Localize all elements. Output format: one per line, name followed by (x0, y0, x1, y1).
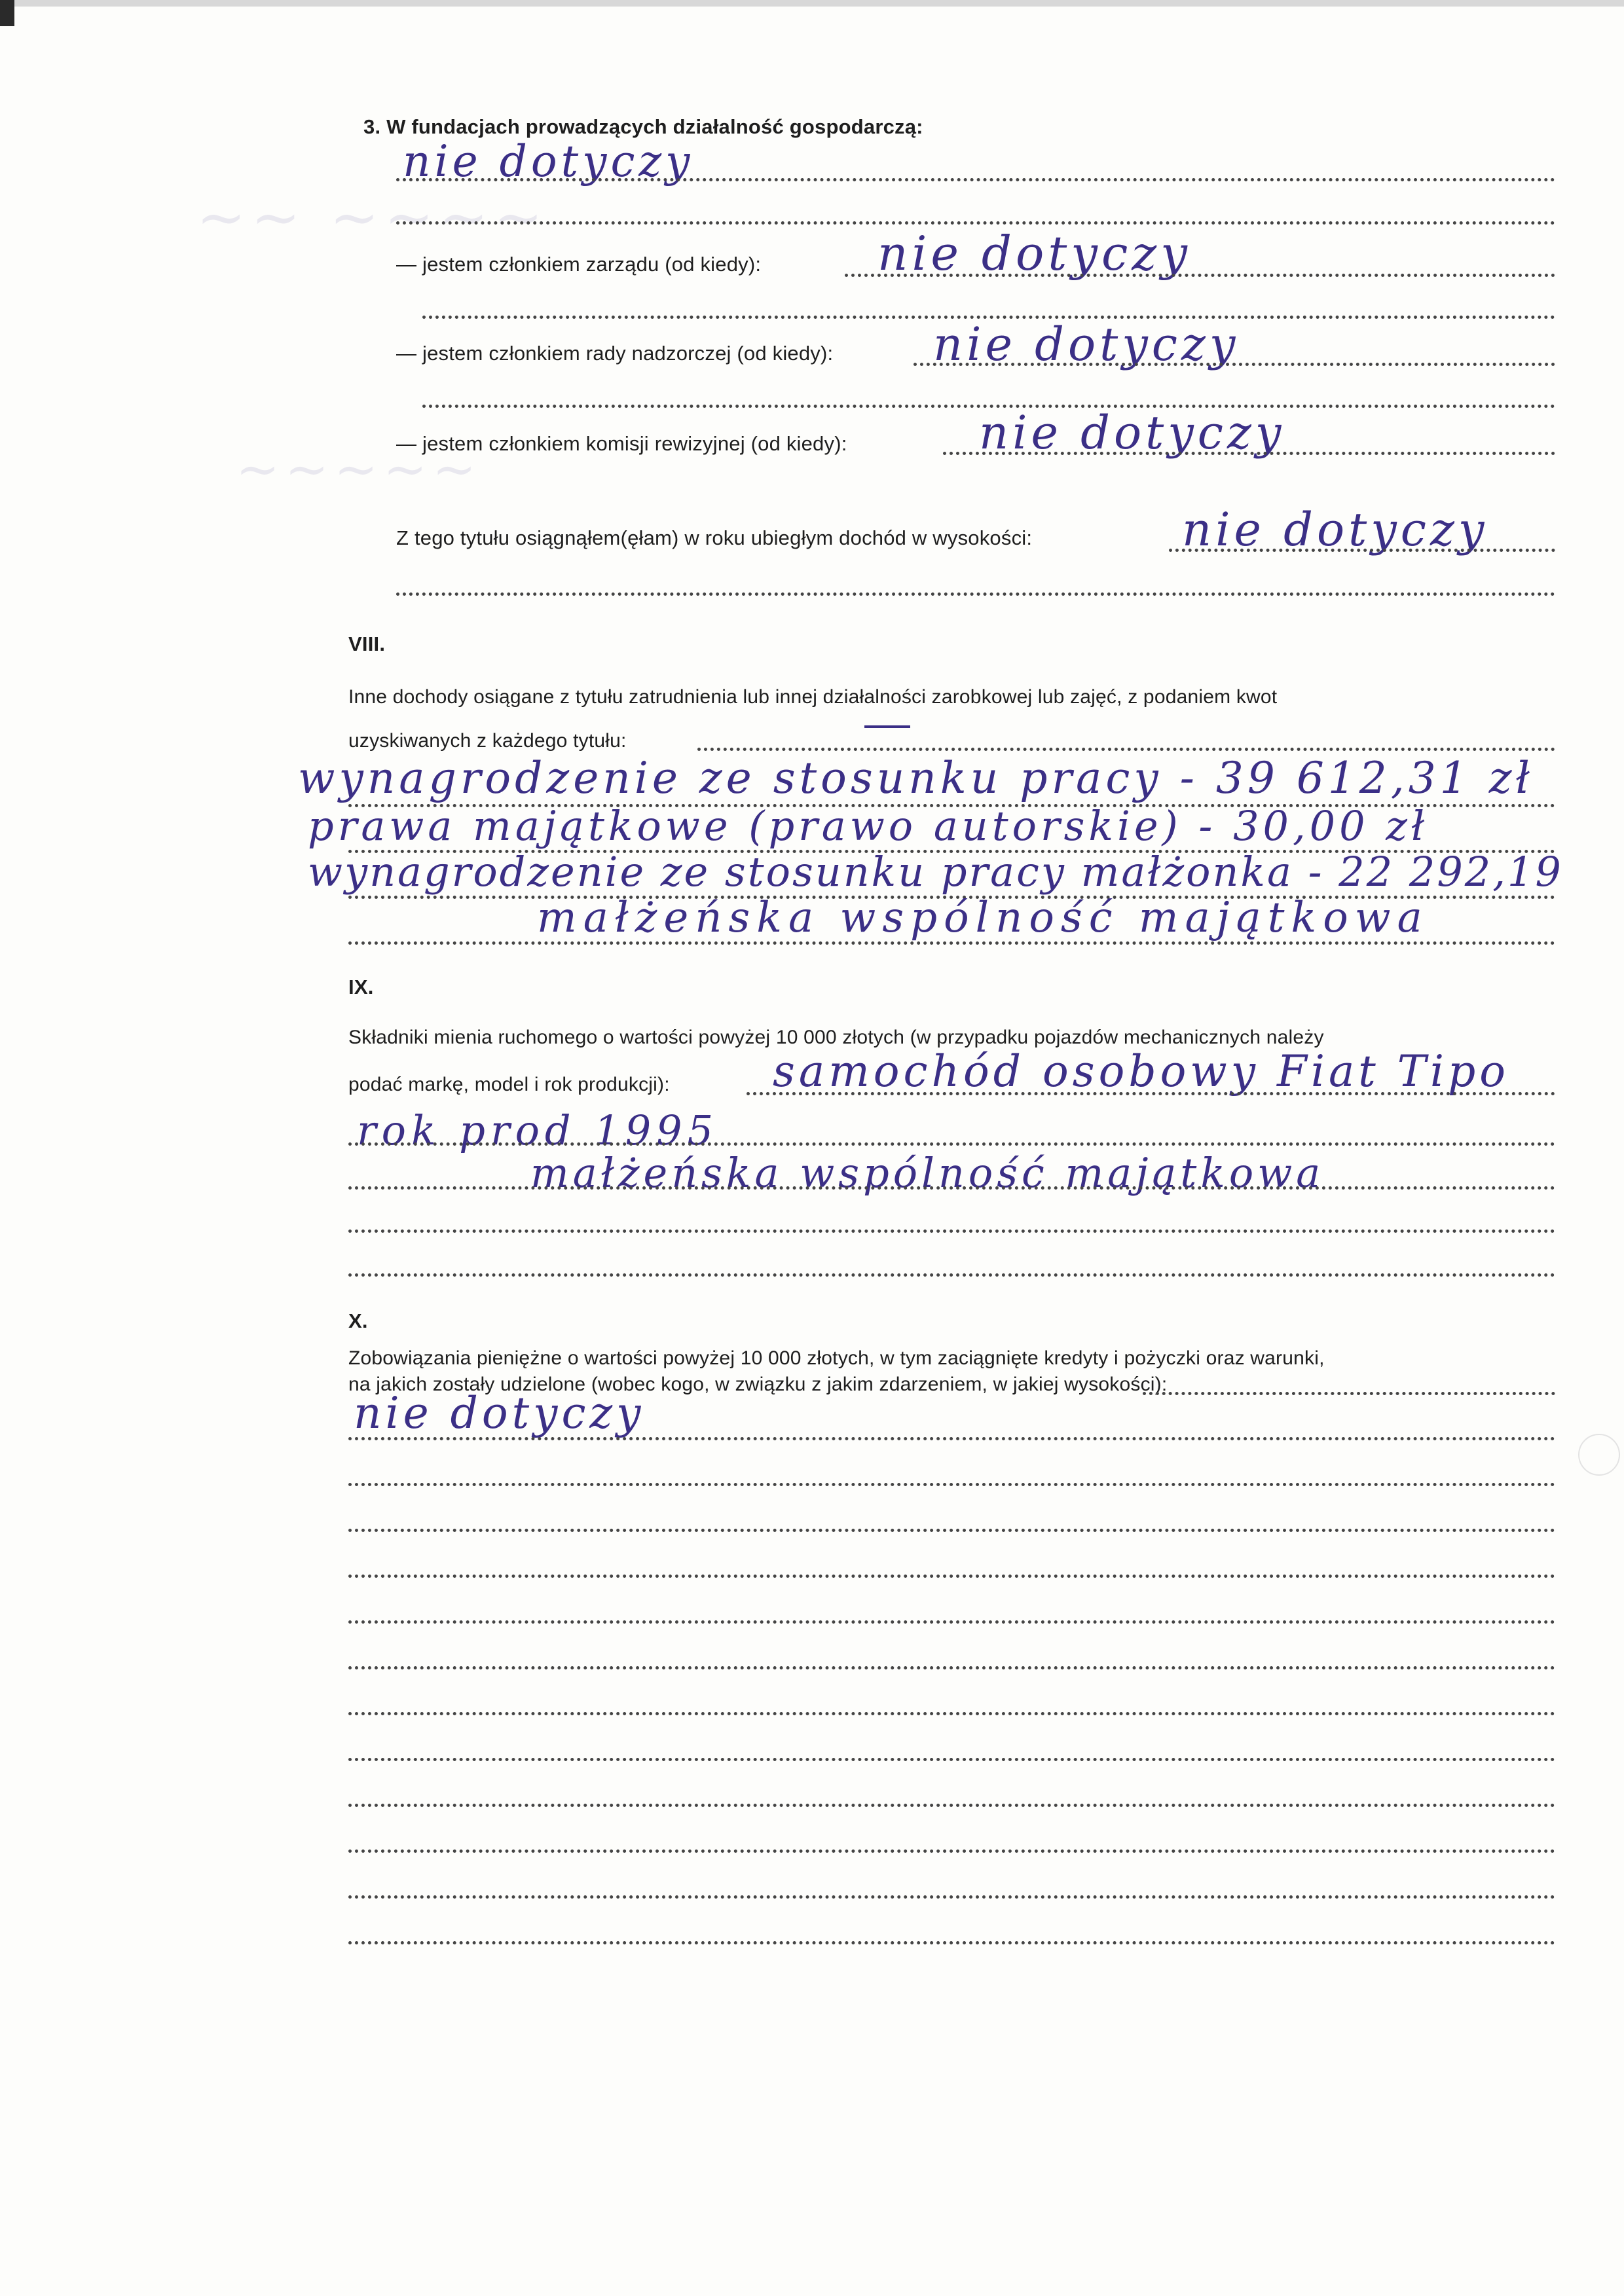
handwritten-answer: nie dotyczy (979, 406, 1285, 460)
dotted-line (348, 1758, 1555, 1761)
section9-text-line1: Składniki mienia ruchomego o wartości powyżej 10 000 złotych (w przypadku pojazdów mechanicznych należy (348, 1027, 1324, 1048)
handwritten-vehicle-line2: rok prod 1995 (357, 1106, 719, 1154)
section10-numeral: X. (348, 1309, 368, 1332)
dotted-line (348, 1850, 1555, 1853)
dotted-line (348, 1941, 1555, 1944)
dotted-line (1143, 1392, 1555, 1395)
bleed-through: ~~~~~ (236, 439, 482, 500)
section8-text-line1: Inne dochody osiągane z tytułu zatrudnienia lub innej działalności zarobkowej lub zajęć, z podaniem kwot (348, 686, 1278, 708)
section10-text-line2: na jakich zostały udzielone (wobec kogo, w związku z jakim zdarzeniem, w jakiej wysokości): (348, 1374, 1168, 1395)
dotted-line (396, 178, 1555, 181)
dotted-line (348, 1437, 1555, 1440)
handwritten-answer: nie dotyczy (877, 226, 1191, 281)
handwritten-vehicle-line3: małżeńska wspólność majątkowa (530, 1149, 1325, 1197)
handwritten-income-line2: prawa majątkowe (prawo autorskie) - 30,00 zł (308, 802, 1429, 850)
dotted-line (348, 1186, 1555, 1190)
handwritten-answer: nie dotyczy (1182, 503, 1488, 556)
dotted-line (697, 748, 1555, 751)
supervisory-board-label: — jestem członkiem rady nadzorczej (od kiedy): (396, 342, 834, 365)
section9-text-line2: podać markę, model i rok produkcji): (348, 1074, 670, 1095)
section8-numeral: VIII. (348, 632, 386, 655)
handwritten-dash (864, 725, 910, 728)
dotted-line (943, 452, 1555, 455)
dotted-line (348, 941, 1555, 945)
handwritten-income-line3: wynagrodzenie ze stosunku pracy małżonka - 22 292,19 (308, 848, 1563, 896)
scan-corner (0, 0, 14, 26)
dotted-line (348, 1273, 1555, 1277)
bleed-through: ~~ ~~~~ (196, 183, 549, 252)
dotted-line (913, 363, 1555, 366)
income-label: Z tego tytułu osiągnąłem(ęłam) w roku ubiegłym dochód w wysokości: (396, 526, 1033, 549)
dotted-line (348, 1666, 1555, 1669)
handwritten-income-line1: wynagrodzenie ze stosunku pracy - 39 612,31 zł (298, 753, 1534, 803)
dotted-line (747, 1092, 1555, 1095)
handwritten-income-line4: małżeńska wspólność majątkowa (537, 894, 1429, 942)
dotted-line (1169, 549, 1555, 552)
handwritten-answer: nie dotyczy (403, 136, 694, 187)
handwritten-answer: nie dotyczy (933, 318, 1240, 371)
dotted-line (348, 1895, 1555, 1899)
dotted-line (348, 1142, 1555, 1146)
board-member-label: — jestem członkiem zarządu (od kiedy): (396, 253, 762, 276)
dotted-line (396, 221, 1555, 225)
dotted-line (348, 1529, 1555, 1532)
scan-edge (0, 0, 1624, 7)
dotted-line (396, 592, 1555, 596)
punch-hole-mark (1578, 1434, 1620, 1476)
dotted-line (348, 1804, 1555, 1807)
section3-heading: 3. W fundacjach prowadzących działalność gospodarczą: (363, 115, 923, 138)
dotted-line (348, 1230, 1555, 1233)
audit-committee-label: — jestem członkiem komisji rewizyjnej (od kiedy): (396, 432, 847, 455)
section8-text-line2: uzyskiwanych z każdego tytułu: (348, 730, 627, 752)
section10-text-line1: Zobowiązania pieniężne o wartości powyżej 10 000 złotych, w tym zaciągnięte kredyty i pożyczki oraz warunki, (348, 1347, 1325, 1369)
dotted-line (348, 1620, 1555, 1624)
handwritten-vehicle-line1: samochód osobowy Fiat Tipo (773, 1046, 1509, 1097)
dotted-line (348, 1712, 1555, 1715)
dotted-line (845, 274, 1555, 277)
dotted-line (348, 1575, 1555, 1578)
handwritten-answer: nie dotyczy (354, 1388, 645, 1438)
section9-numeral: IX. (348, 975, 374, 998)
dotted-line (348, 1483, 1555, 1486)
